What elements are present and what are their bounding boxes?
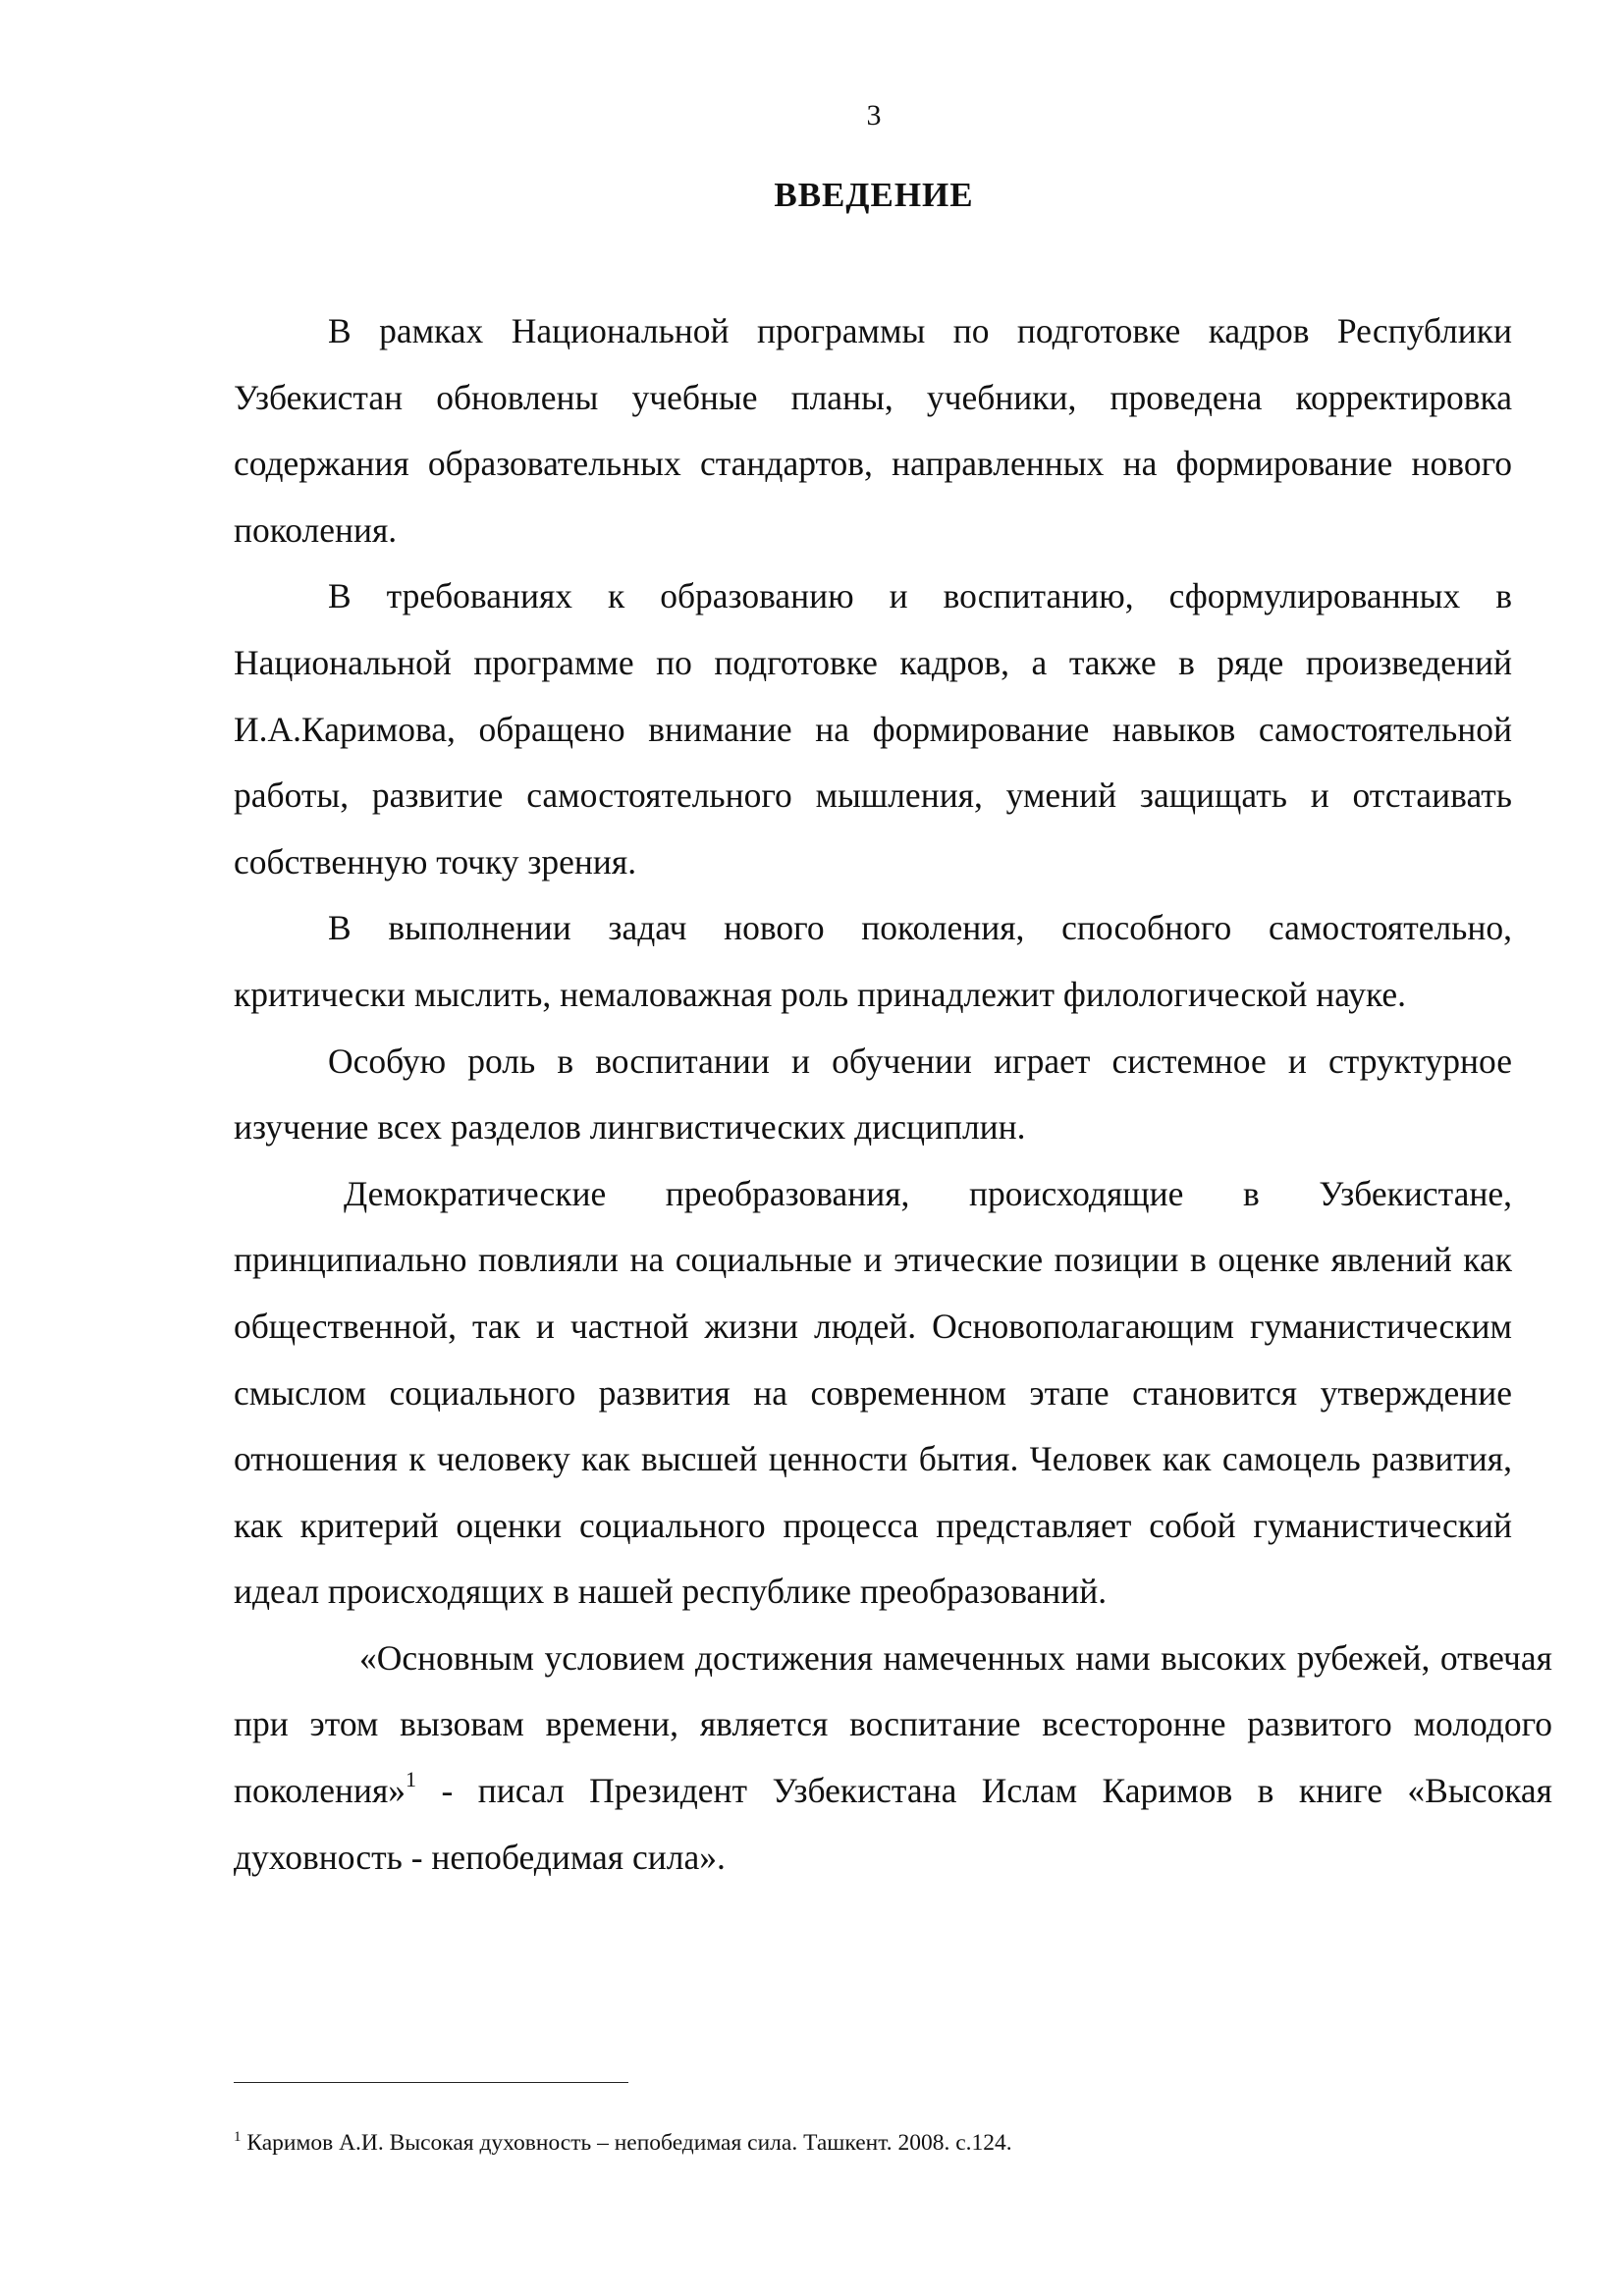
paragraph-national-program: В рамках Национальной программы по подготовке кадров Республики Узбекистан обновлены учебные планы, учебники, проведена корректировка содержания образовательных стандартов, направленных на формирование нового поколения. xyxy=(234,311,1512,550)
footnote xyxy=(234,2126,1512,2160)
footnote-text: Каримов А.И. Высокая духовность – непобедимая сила. Ташкент. 2008. с.124. xyxy=(241,2130,1012,2156)
paragraph-special-role: Особую роль в воспитании и обучении играет системное и структурное изучение всех разделов лингвистических дисциплин. xyxy=(234,1041,1512,1148)
page-title: ВВЕДЕНИЕ xyxy=(774,176,974,214)
footnote-marker: 1 xyxy=(234,2129,242,2145)
footnote-reference: 1 xyxy=(406,1767,417,1792)
footnote-divider xyxy=(234,2082,628,2083)
quote-text: «Основным условием достижения намеченных нами высоких рубежей, отвечая при этом вызовам времени, является воспитание всесторонне развитого молодого поколения» xyxy=(234,1637,1552,1811)
paragraph-tasks: В выполнении задач нового поколения, способного самостоятельно, критически мыслить, немаловажная роль принадлежит филологической науке. xyxy=(234,908,1512,1014)
paragraph-requirements: В требованиях к образованию и воспитанию, сформулированных в Национальной программе по подготовке кадров, а также в ряде произведений И.А.Каримова, обращено внимание на формирование навыков самостоятельной работы, развитие самостоятельного мышления, умений защищать и отстаивать собственную точку зрения. xyxy=(234,576,1512,881)
paragraph-quote xyxy=(234,1626,1552,1891)
paragraph-democratic-reforms: Демократические преобразования, происходящие в Узбекистане, принципиально повлияли на социальные и этические позиции в оценке явлений как общественной, так и частной жизни людей. Основополагающим гуманистическим смыслом социального развития на современном этапе становится утверждение отношения к человеку как высшей ценности бытия. Человек как самоцель развития, как критерий оценки социального процесса представляет собой гуманистический идеал происходящих в нашей республике преобразований. xyxy=(234,1173,1512,1612)
body-text xyxy=(234,298,1552,1891)
quote-attribution: - писал Президент Узбекистана Ислам Каримов в книге «Высокая духовность - непобедимая сила». xyxy=(234,1771,1552,1877)
page-number: 3 xyxy=(866,99,882,132)
